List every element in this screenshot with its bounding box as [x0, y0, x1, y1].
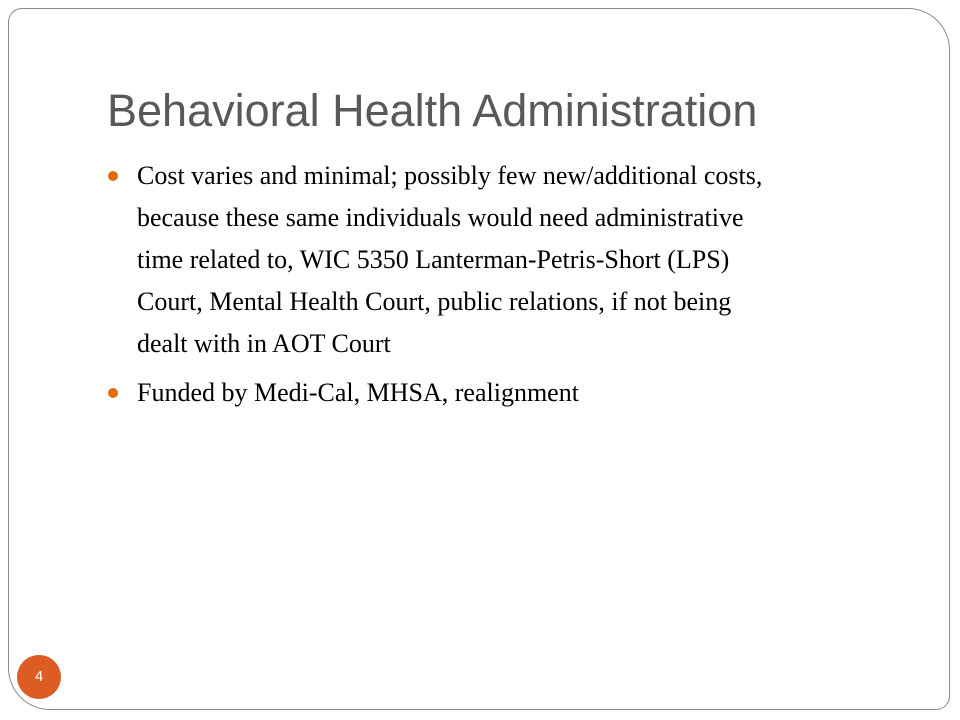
bullet-text-line: Cost varies and minimal; possibly few new/additional costs,	[137, 161, 763, 190]
bullet-item-funding	[105, 372, 762, 414]
bullet-icon	[108, 171, 118, 181]
bullet-list	[105, 155, 762, 421]
bullet-text-line: because these same individuals would need administrative	[137, 203, 744, 232]
bullet-text-line: Court, Mental Health Court, public relations, if not being	[137, 287, 732, 316]
slide-title: Behavioral Health Administration	[107, 85, 758, 136]
bullet-text-line: dealt with in AOT Court	[137, 329, 391, 358]
bullet-text-line: Funded by Medi-Cal, MHSA, realignment	[137, 378, 579, 407]
bullet-item-cost	[105, 155, 762, 365]
bullet-text-line: time related to, WIC 5350 Lanterman-Petris-Short (LPS)	[137, 245, 730, 274]
bullet-icon	[108, 388, 118, 398]
page-number-badge: 4	[17, 655, 61, 699]
